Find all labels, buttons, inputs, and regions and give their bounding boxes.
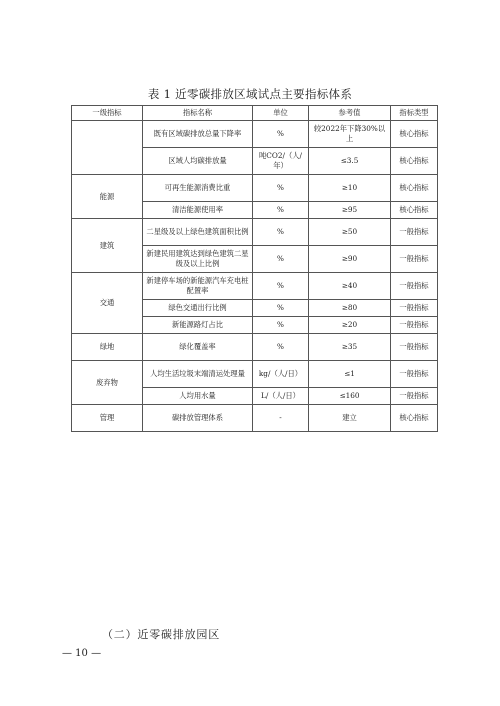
table-row xyxy=(72,175,438,202)
header-level1: 一级指标 xyxy=(72,106,143,121)
indicator-unit: % xyxy=(253,121,309,148)
indicator-type: 一般指标 xyxy=(391,317,438,334)
indicator-name: 碳排放管理体系 xyxy=(143,405,253,432)
table-title: 表 1 近零碳排放区域试点主要指标体系 xyxy=(147,87,353,101)
category-energy: 能源 xyxy=(72,175,143,219)
indicator-type: 核心指标 xyxy=(391,121,438,148)
header-unit: 单位 xyxy=(253,106,309,121)
indicator-type: 核心指标 xyxy=(391,175,438,202)
section-heading: （二）近零碳排放园区 xyxy=(102,628,220,641)
indicator-unit: kg/（人/日） xyxy=(253,361,309,388)
table-row xyxy=(72,361,438,388)
indicator-name: 新能源路灯占比 xyxy=(143,317,253,334)
indicator-reference: ≥20 xyxy=(309,317,391,334)
indicator-reference: ≥50 xyxy=(309,219,391,246)
indicator-unit: % xyxy=(253,202,309,219)
category-waste: 废弃物 xyxy=(72,361,143,405)
indicator-type: 一般指标 xyxy=(391,388,438,405)
table-row xyxy=(72,273,438,300)
indicator-unit: % xyxy=(253,219,309,246)
indicator-name: 绿色交通出行比例 xyxy=(143,300,253,317)
indicator-name: 既有区域碳排放总量下降率 xyxy=(143,121,253,148)
indicator-unit: % xyxy=(253,175,309,202)
indicator-reference: ≤3.5 xyxy=(309,148,391,175)
category-cell-blank xyxy=(72,121,143,175)
indicator-name: 二星级及以上绿色建筑面积比例 xyxy=(143,219,253,246)
indicator-name: 区域人均碳排放量 xyxy=(143,148,253,175)
page-number: — 10 — xyxy=(62,648,102,659)
indicator-unit: % xyxy=(253,334,309,361)
indicator-reference: ≥35 xyxy=(309,334,391,361)
indicator-name: 清洁能源使用率 xyxy=(143,202,253,219)
indicator-name: 新建停车场的新能源汽车充电桩配置率 xyxy=(143,273,253,300)
indicator-type: 一般指标 xyxy=(391,219,438,246)
indicator-unit: % xyxy=(253,273,309,300)
header-name: 指标名称 xyxy=(143,106,253,121)
category-building: 建筑 xyxy=(72,219,143,273)
indicator-unit: % xyxy=(253,317,309,334)
indicator-reference: ≤160 xyxy=(309,388,391,405)
indicator-unit: 吨CO2/（人/年） xyxy=(253,148,309,175)
indicator-reference: ≥80 xyxy=(309,300,391,317)
indicator-type: 核心指标 xyxy=(391,405,438,432)
indicator-reference: 建立 xyxy=(309,405,391,432)
indicator-type: 一般指标 xyxy=(391,300,438,317)
indicator-type: 一般指标 xyxy=(391,273,438,300)
indicator-unit: % xyxy=(253,300,309,317)
indicator-name: 新建民用建筑达到绿色建筑二星级及以上比例 xyxy=(143,246,253,273)
indicator-unit: % xyxy=(253,246,309,273)
indicator-reference: ≥10 xyxy=(309,175,391,202)
table-row xyxy=(72,219,438,246)
indicator-name: 绿化覆盖率 xyxy=(143,334,253,361)
indicator-table xyxy=(71,105,438,432)
indicator-reference: ≥40 xyxy=(309,273,391,300)
indicator-name: 可再生能源消费比重 xyxy=(143,175,253,202)
indicator-unit: L/（人/日） xyxy=(253,388,309,405)
indicator-type: 一般指标 xyxy=(391,246,438,273)
table-header-row xyxy=(72,106,438,121)
indicator-type: 一般指标 xyxy=(391,334,438,361)
indicator-unit: - xyxy=(253,405,309,432)
table-row xyxy=(72,405,438,432)
indicator-type: 核心指标 xyxy=(391,148,438,175)
indicator-reference: ≥90 xyxy=(309,246,391,273)
table-row xyxy=(72,334,438,361)
header-type: 指标类型 xyxy=(391,106,438,121)
indicator-reference: 较2022年下降30%以上 xyxy=(309,121,391,148)
category-transport: 交通 xyxy=(72,273,143,334)
indicator-type: 一般指标 xyxy=(391,361,438,388)
header-reference: 参考值 xyxy=(309,106,391,121)
indicator-name: 人均生活垃圾末端清运处理量 xyxy=(143,361,253,388)
indicator-name: 人均用水量 xyxy=(143,388,253,405)
category-greenspace: 绿地 xyxy=(72,334,143,361)
table-row xyxy=(72,121,438,148)
indicator-reference: ≤1 xyxy=(309,361,391,388)
indicator-reference: ≥95 xyxy=(309,202,391,219)
category-management: 管理 xyxy=(72,405,143,432)
indicator-type: 核心指标 xyxy=(391,202,438,219)
